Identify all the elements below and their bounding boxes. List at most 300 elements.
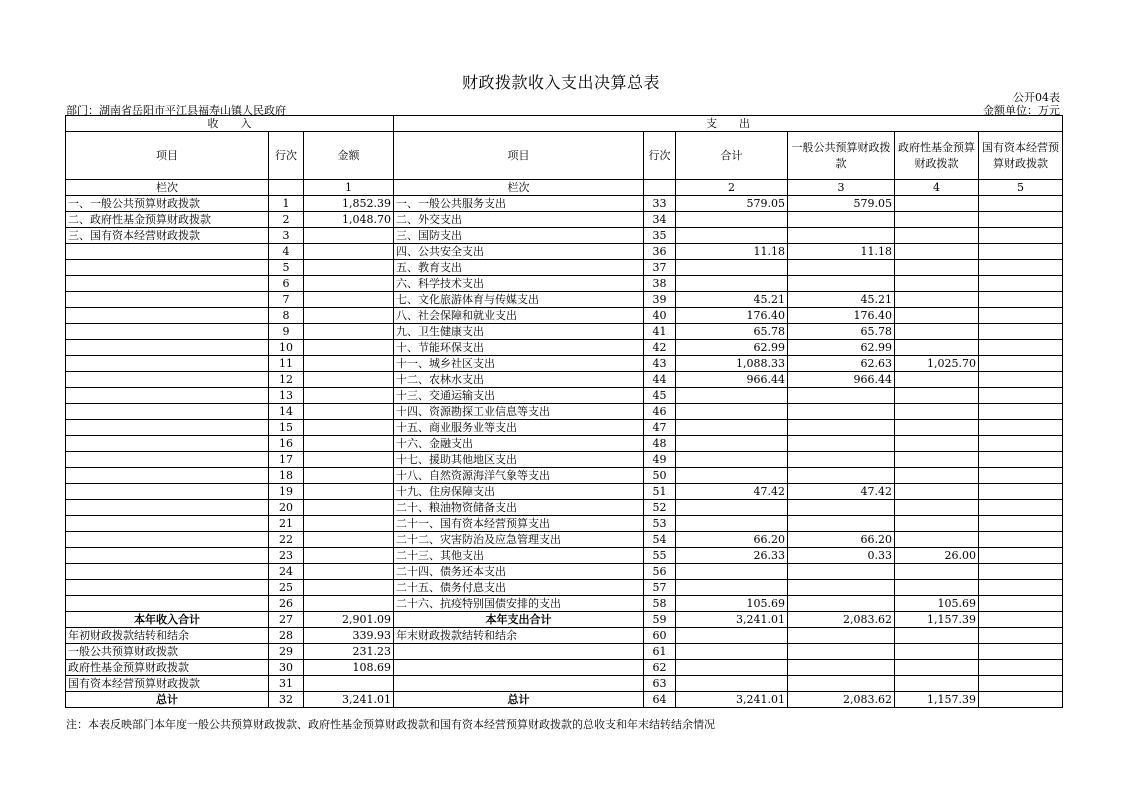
income-row-no-cell: 11	[269, 356, 304, 372]
state-capital-cell	[979, 612, 1063, 628]
income-item-cell	[66, 596, 269, 612]
general-budget-cell: 11.18	[788, 244, 895, 260]
income-row-no-cell: 8	[269, 308, 304, 324]
income-item-cell: 一般公共预算财政拨款	[66, 644, 269, 660]
amount-cell: 1,852.39	[304, 196, 394, 212]
state-capital-cell	[979, 564, 1063, 580]
expense-item-cell: 二十、粮油物资储备支出	[394, 500, 644, 516]
total-cell	[676, 564, 788, 580]
amount-cell	[304, 228, 394, 244]
unit-label: 金额单位：万元	[983, 104, 1060, 117]
state-capital-cell	[979, 420, 1063, 436]
total-cell: 45.21	[676, 292, 788, 308]
total-cell	[676, 276, 788, 292]
expense-row-no-cell: 51	[644, 484, 676, 500]
income-item-cell: 年初财政拨款结转和结余	[66, 628, 269, 644]
income-row-no-cell: 3	[269, 228, 304, 244]
col-4: 4	[895, 180, 979, 196]
gov-fund-cell	[895, 676, 979, 692]
expense-row-no-cell: 60	[644, 628, 676, 644]
expense-row-no-cell: 49	[644, 452, 676, 468]
total-cell	[676, 260, 788, 276]
income-item-cell	[66, 244, 269, 260]
income-item-cell	[66, 516, 269, 532]
expense-row-no-header: 行次	[644, 132, 676, 180]
page-title: 财政拨款收入支出决算总表	[461, 73, 660, 92]
income-item-cell	[66, 308, 269, 324]
expense-item-cell: 二十四、债务还本支出	[394, 564, 644, 580]
gov-fund-cell: 1,157.39	[895, 612, 979, 628]
state-capital-cell	[979, 388, 1063, 404]
income-row-no-cell: 22	[269, 532, 304, 548]
expense-item-header: 项目	[394, 132, 644, 180]
table-row	[66, 596, 1063, 612]
table-row	[66, 356, 1063, 372]
state-capital-cell	[979, 660, 1063, 676]
expense-item-cell: 十三、交通运输支出	[394, 388, 644, 404]
amount-cell	[304, 340, 394, 356]
expense-row-no-cell: 44	[644, 372, 676, 388]
income-item-cell	[66, 372, 269, 388]
total-cell: 47.42	[676, 484, 788, 500]
expense-item-cell: 十九、住房保障支出	[394, 484, 644, 500]
income-row-no-cell: 16	[269, 436, 304, 452]
amount-cell: 339.93	[304, 628, 394, 644]
gov-fund-cell	[895, 292, 979, 308]
expense-row-no-cell: 38	[644, 276, 676, 292]
income-item-cell	[66, 260, 269, 276]
column-header-row	[66, 132, 1063, 180]
income-item-cell	[66, 436, 269, 452]
expense-item-cell: 总计	[394, 692, 644, 708]
expense-item-cell: 二、外交支出	[394, 212, 644, 228]
income-item-cell	[66, 564, 269, 580]
expense-row-no-cell: 63	[644, 676, 676, 692]
gov-fund-cell: 105.69	[895, 596, 979, 612]
expense-item-cell: 十四、资源勘探工业信息等支出	[394, 404, 644, 420]
expense-row-no-cell: 48	[644, 436, 676, 452]
amount-cell	[304, 292, 394, 308]
expense-row-no-cell: 57	[644, 580, 676, 596]
income-row-no-cell: 7	[269, 292, 304, 308]
col-blank	[644, 180, 676, 196]
expense-row-no-cell: 41	[644, 324, 676, 340]
income-row-no-cell: 28	[269, 628, 304, 644]
amount-cell	[304, 276, 394, 292]
total-cell	[676, 228, 788, 244]
total-cell: 11.18	[676, 244, 788, 260]
expense-row-no-cell: 64	[644, 692, 676, 708]
table-row	[66, 404, 1063, 420]
expense-item-cell: 九、卫生健康支出	[394, 324, 644, 340]
expense-item-cell	[394, 644, 644, 660]
gov-fund-cell	[895, 484, 979, 500]
general-budget-cell	[788, 212, 895, 228]
state-capital-cell	[979, 500, 1063, 516]
total-cell: 3,241.01	[676, 612, 788, 628]
general-budget-cell: 65.78	[788, 324, 895, 340]
amount-cell: 2,901.09	[304, 612, 394, 628]
gov-fund-cell	[895, 644, 979, 660]
state-capital-cell	[979, 404, 1063, 420]
amount-cell: 1,048.70	[304, 212, 394, 228]
general-budget-cell	[788, 676, 895, 692]
table-row	[66, 260, 1063, 276]
table-row	[66, 484, 1063, 500]
income-item-cell: 国有资本经营预算财政拨款	[66, 676, 269, 692]
general-budget-cell	[788, 452, 895, 468]
income-item-cell	[66, 580, 269, 596]
total-cell	[676, 676, 788, 692]
expense-row-no-cell: 45	[644, 388, 676, 404]
amount-cell	[304, 356, 394, 372]
amount-cell	[304, 500, 394, 516]
col-label: 栏次	[66, 180, 269, 196]
general-budget-cell: 2,083.62	[788, 612, 895, 628]
gov-fund-cell	[895, 580, 979, 596]
income-row-no-cell: 12	[269, 372, 304, 388]
gov-fund-cell	[895, 564, 979, 580]
table-row	[66, 452, 1063, 468]
expense-row-no-cell: 39	[644, 292, 676, 308]
gov-fund-cell	[895, 500, 979, 516]
state-capital-cell	[979, 580, 1063, 596]
total-header: 合计	[676, 132, 788, 180]
expense-item-cell: 十一、城乡社区支出	[394, 356, 644, 372]
gov-fund-cell	[895, 532, 979, 548]
income-row-no-cell: 29	[269, 644, 304, 660]
state-capital-cell	[979, 692, 1063, 708]
state-capital-cell	[979, 244, 1063, 260]
table-row	[66, 468, 1063, 484]
gov-fund-cell	[895, 260, 979, 276]
table-row	[66, 308, 1063, 324]
carry-row	[66, 644, 1063, 660]
state-capital-cell	[979, 196, 1063, 212]
amount-header: 金额	[304, 132, 394, 180]
income-row-no-cell: 4	[269, 244, 304, 260]
gov-fund-cell	[895, 388, 979, 404]
expense-item-cell: 十、节能环保支出	[394, 340, 644, 356]
table-row	[66, 244, 1063, 260]
expense-item-cell: 二十三、其他支出	[394, 548, 644, 564]
expense-item-cell: 十八、自然资源海洋气象等支出	[394, 468, 644, 484]
income-row-no-cell: 32	[269, 692, 304, 708]
total-cell: 105.69	[676, 596, 788, 612]
total-cell	[676, 468, 788, 484]
general-budget-cell	[788, 660, 895, 676]
carry-row	[66, 660, 1063, 676]
amount-cell	[304, 420, 394, 436]
gov-fund-cell: 1,025.70	[895, 356, 979, 372]
general-budget-cell	[788, 468, 895, 484]
amount-cell	[304, 564, 394, 580]
income-row-no-cell: 2	[269, 212, 304, 228]
gov-fund-cell	[895, 516, 979, 532]
budget-table	[65, 115, 1063, 708]
gov-fund-header: 政府性基金预算财政拨款	[895, 132, 979, 180]
amount-cell	[304, 532, 394, 548]
table-row	[66, 196, 1063, 212]
state-capital-cell	[979, 308, 1063, 324]
table-body	[66, 116, 1063, 708]
expense-item-cell: 七、文化旅游体育与传媒支出	[394, 292, 644, 308]
general-budget-cell: 579.05	[788, 196, 895, 212]
gov-fund-cell	[895, 244, 979, 260]
state-capital-cell	[979, 468, 1063, 484]
state-capital-cell	[979, 324, 1063, 340]
expense-row-no-cell: 61	[644, 644, 676, 660]
total-cell: 1,088.33	[676, 356, 788, 372]
table-row	[66, 500, 1063, 516]
income-item-cell: 政府性基金预算财政拨款	[66, 660, 269, 676]
gov-fund-cell	[895, 340, 979, 356]
gov-fund-cell	[895, 308, 979, 324]
state-capital-cell	[979, 276, 1063, 292]
expense-item-cell: 十五、商业服务业等支出	[394, 420, 644, 436]
general-budget-cell	[788, 516, 895, 532]
income-row-no-cell: 13	[269, 388, 304, 404]
income-row-no-cell: 21	[269, 516, 304, 532]
table-row	[66, 516, 1063, 532]
expense-row-no-cell: 54	[644, 532, 676, 548]
state-capital-cell	[979, 628, 1063, 644]
income-item-cell	[66, 500, 269, 516]
gov-fund-cell	[895, 660, 979, 676]
total-cell	[676, 580, 788, 596]
income-row-no-cell: 17	[269, 452, 304, 468]
expense-row-no-cell: 42	[644, 340, 676, 356]
total-cell: 579.05	[676, 196, 788, 212]
total-cell	[676, 212, 788, 228]
income-row-no-cell: 15	[269, 420, 304, 436]
income-item-cell	[66, 292, 269, 308]
col-2: 2	[676, 180, 788, 196]
state-capital-cell	[979, 260, 1063, 276]
general-budget-cell	[788, 564, 895, 580]
amount-cell	[304, 260, 394, 276]
general-budget-cell: 2,083.62	[788, 692, 895, 708]
form-code: 公开04表	[1013, 91, 1060, 104]
carry-row	[66, 628, 1063, 644]
income-row-no-cell: 31	[269, 676, 304, 692]
income-item-header: 项目	[66, 132, 269, 180]
gov-fund-cell	[895, 628, 979, 644]
expense-row-no-cell: 58	[644, 596, 676, 612]
expense-row-no-cell: 52	[644, 500, 676, 516]
amount-cell	[304, 548, 394, 564]
gov-fund-cell	[895, 420, 979, 436]
expense-row-no-cell: 56	[644, 564, 676, 580]
state-capital-cell	[979, 596, 1063, 612]
income-row-no-cell: 1	[269, 196, 304, 212]
carry-row	[66, 676, 1063, 692]
gov-fund-cell	[895, 372, 979, 388]
income-item-cell	[66, 420, 269, 436]
total-cell: 966.44	[676, 372, 788, 388]
income-row-no-cell: 25	[269, 580, 304, 596]
income-item-cell: 二、政府性基金预算财政拨款	[66, 212, 269, 228]
expense-row-no-cell: 33	[644, 196, 676, 212]
expense-item-cell: 年末财政拨款结转和结余	[394, 628, 644, 644]
income-row-no-cell: 27	[269, 612, 304, 628]
general-budget-header: 一般公共预算财政拨款	[788, 132, 895, 180]
gov-fund-cell	[895, 324, 979, 340]
general-budget-cell: 0.33	[788, 548, 895, 564]
gov-fund-cell	[895, 404, 979, 420]
state-capital-cell	[979, 548, 1063, 564]
state-capital-cell	[979, 372, 1063, 388]
state-capital-cell	[979, 340, 1063, 356]
table-row	[66, 228, 1063, 244]
general-budget-cell	[788, 388, 895, 404]
expense-item-cell: 十二、农林水支出	[394, 372, 644, 388]
income-row-no-header: 行次	[269, 132, 304, 180]
expense-item-cell: 十六、金融支出	[394, 436, 644, 452]
general-budget-cell: 66.20	[788, 532, 895, 548]
total-cell	[676, 420, 788, 436]
income-item-cell	[66, 356, 269, 372]
expense-row-no-cell: 36	[644, 244, 676, 260]
income-item-cell	[66, 388, 269, 404]
expense-item-cell: 二十六、抗疫特别国债安排的支出	[394, 596, 644, 612]
state-capital-cell	[979, 484, 1063, 500]
state-capital-cell	[979, 356, 1063, 372]
table-row	[66, 388, 1063, 404]
expense-row-no-cell: 62	[644, 660, 676, 676]
expense-row-no-cell: 53	[644, 516, 676, 532]
expense-row-no-cell: 34	[644, 212, 676, 228]
total-cell	[676, 628, 788, 644]
total-cell	[676, 516, 788, 532]
expense-item-cell: 二十一、国有资本经营预算支出	[394, 516, 644, 532]
expense-item-cell: 二十二、灾害防治及应急管理支出	[394, 532, 644, 548]
income-item-cell: 本年收入合计	[66, 612, 269, 628]
income-row-no-cell: 14	[269, 404, 304, 420]
table-row	[66, 564, 1063, 580]
total-cell	[676, 644, 788, 660]
table-row	[66, 292, 1063, 308]
income-row-no-cell: 5	[269, 260, 304, 276]
expense-item-cell: 二十五、债务付息支出	[394, 580, 644, 596]
table-row	[66, 436, 1063, 452]
general-budget-cell: 62.63	[788, 356, 895, 372]
table-row	[66, 340, 1063, 356]
gov-fund-cell	[895, 212, 979, 228]
expense-row-no-cell: 46	[644, 404, 676, 420]
amount-cell	[304, 388, 394, 404]
general-budget-cell: 966.44	[788, 372, 895, 388]
expense-item-cell: 五、教育支出	[394, 260, 644, 276]
expense-row-no-cell: 55	[644, 548, 676, 564]
general-budget-cell	[788, 404, 895, 420]
expense-item-cell: 四、公共安全支出	[394, 244, 644, 260]
expense-row-no-cell: 47	[644, 420, 676, 436]
expense-item-cell	[394, 660, 644, 676]
gov-fund-cell	[895, 228, 979, 244]
income-row-no-cell: 10	[269, 340, 304, 356]
total-cell: 66.20	[676, 532, 788, 548]
income-row-no-cell: 24	[269, 564, 304, 580]
expense-row-no-cell: 37	[644, 260, 676, 276]
amount-cell	[304, 308, 394, 324]
state-capital-cell	[979, 436, 1063, 452]
income-item-cell: 总计	[66, 692, 269, 708]
general-budget-cell: 176.40	[788, 308, 895, 324]
general-budget-cell	[788, 436, 895, 452]
total-cell	[676, 388, 788, 404]
state-capital-cell	[979, 644, 1063, 660]
table-row	[66, 532, 1063, 548]
amount-cell	[304, 436, 394, 452]
general-budget-cell	[788, 420, 895, 436]
income-section-header: 收 入	[66, 116, 394, 132]
state-capital-cell	[979, 516, 1063, 532]
expense-row-no-cell: 35	[644, 228, 676, 244]
income-row-no-cell: 23	[269, 548, 304, 564]
general-budget-cell	[788, 596, 895, 612]
general-budget-cell	[788, 228, 895, 244]
expense-row-no-cell: 59	[644, 612, 676, 628]
state-capital-cell	[979, 228, 1063, 244]
total-cell: 176.40	[676, 308, 788, 324]
total-cell: 26.33	[676, 548, 788, 564]
general-budget-cell	[788, 628, 895, 644]
gov-fund-cell: 26.00	[895, 548, 979, 564]
expense-item-cell: 八、社会保障和就业支出	[394, 308, 644, 324]
expense-item-cell: 一、一般公共服务支出	[394, 196, 644, 212]
income-item-cell	[66, 324, 269, 340]
expense-item-cell	[394, 676, 644, 692]
section-header-row	[66, 116, 1063, 132]
expense-item-cell: 本年支出合计	[394, 612, 644, 628]
col-blank	[269, 180, 304, 196]
subtotal-row	[66, 612, 1063, 628]
col-5: 5	[979, 180, 1063, 196]
col-label-2: 栏次	[394, 180, 644, 196]
amount-cell	[304, 580, 394, 596]
gov-fund-cell	[895, 276, 979, 292]
income-row-no-cell: 20	[269, 500, 304, 516]
gov-fund-cell	[895, 436, 979, 452]
gov-fund-cell	[895, 452, 979, 468]
income-item-cell	[66, 532, 269, 548]
income-row-no-cell: 6	[269, 276, 304, 292]
table-row	[66, 276, 1063, 292]
amount-cell: 231.23	[304, 644, 394, 660]
income-item-cell: 三、国有资本经营财政拨款	[66, 228, 269, 244]
income-item-cell	[66, 484, 269, 500]
state-capital-cell	[979, 532, 1063, 548]
state-capital-cell	[979, 676, 1063, 692]
total-cell: 62.99	[676, 340, 788, 356]
gov-fund-cell	[895, 468, 979, 484]
footnote: 注：本表反映部门本年度一般公共预算财政拨款、政府性基金预算财政拨款和国有资本经营预算财政拨款的总收支和年末结转结余情况	[66, 718, 715, 731]
income-item-cell	[66, 548, 269, 564]
expense-item-cell: 十七、援助其他地区支出	[394, 452, 644, 468]
total-cell: 3,241.01	[676, 692, 788, 708]
column-number-row	[66, 180, 1063, 196]
table-row	[66, 372, 1063, 388]
income-row-no-cell: 30	[269, 660, 304, 676]
general-budget-cell	[788, 580, 895, 596]
state-capital-cell	[979, 212, 1063, 228]
amount-cell	[304, 468, 394, 484]
expense-item-cell: 三、国防支出	[394, 228, 644, 244]
income-item-cell	[66, 276, 269, 292]
total-cell	[676, 404, 788, 420]
gov-fund-cell	[895, 196, 979, 212]
